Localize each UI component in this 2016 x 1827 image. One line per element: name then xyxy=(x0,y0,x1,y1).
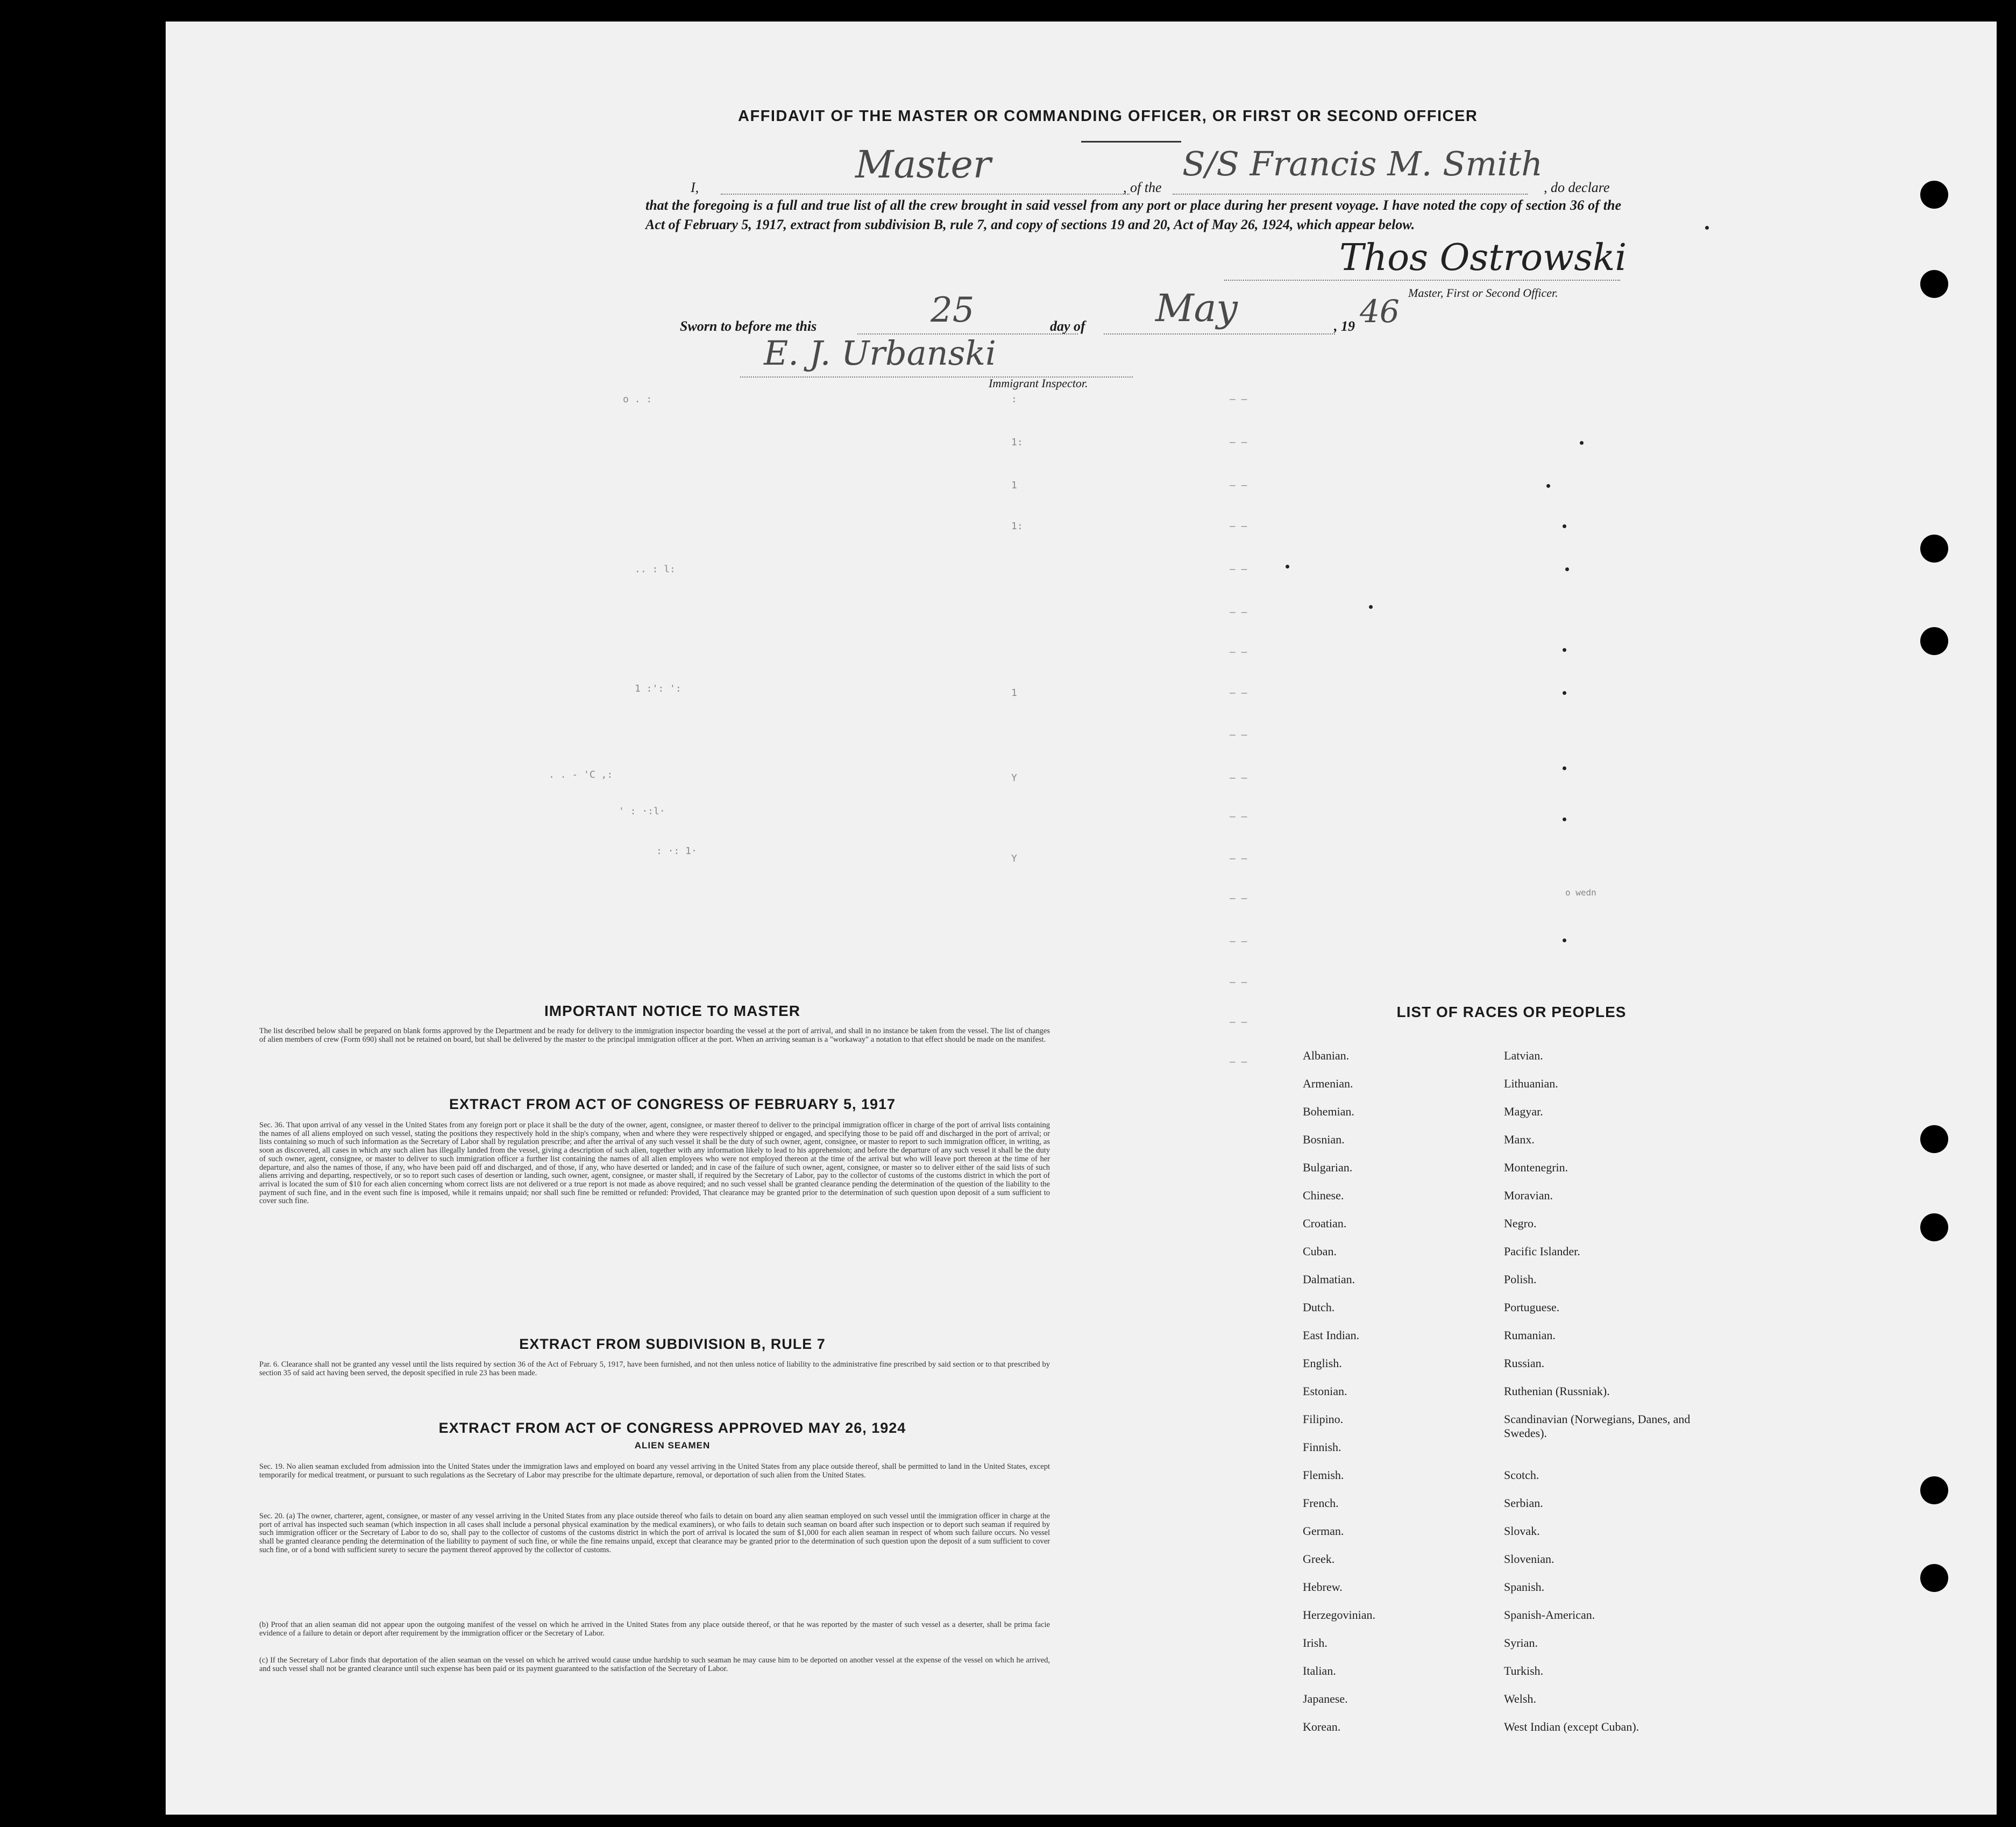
race-item: Slovenian. xyxy=(1504,1552,1554,1566)
race-item: Pacific Islander. xyxy=(1504,1245,1580,1258)
bleed-through-mark: – – xyxy=(1230,1056,1247,1068)
race-item: Korean. xyxy=(1303,1720,1341,1733)
bleed-through-mark: – – xyxy=(1230,687,1247,699)
sworn-label: Sworn to before me this xyxy=(680,318,817,334)
bleed-through-mark: – – xyxy=(1230,729,1247,741)
dust-speck xyxy=(1546,484,1550,488)
extract-1924-subtitle: ALIEN SEAMEN xyxy=(634,1440,711,1451)
race-item: Japanese. xyxy=(1303,1692,1348,1705)
race-item: English. xyxy=(1303,1356,1342,1370)
dust-speck xyxy=(1580,441,1584,445)
year-prefix: , 19 xyxy=(1334,318,1355,334)
bleed-through-mark: 1: xyxy=(1011,437,1023,448)
punch-hole xyxy=(1920,181,1948,209)
punch-hole xyxy=(1920,627,1948,655)
dust-speck xyxy=(1563,766,1566,770)
dust-speck xyxy=(1563,939,1566,942)
bleed-through-mark: – – xyxy=(1230,853,1247,864)
race-item: Spanish. xyxy=(1504,1580,1545,1594)
officer-handwritten: Master xyxy=(855,143,991,187)
dust-speck xyxy=(1563,648,1566,652)
bleed-through-mark: : ·: 1· xyxy=(656,845,697,857)
extract-1924-sec20b: (b) Proof that an alien seaman did not appear upon the outgoing manifest of the vessel on which he arrived in the United States from any place outside thereof, or that he was reported by the master of such vessel as a deserter, shall be prima facie evidence of a failure to detain or deport after requirement by the immigration officer or the Secretary of Labor. xyxy=(259,1620,1050,1638)
punch-hole xyxy=(1920,270,1948,298)
extract-1917-title: EXTRACT FROM ACT OF CONGRESS OF FEBRUARY 5, 1917 xyxy=(449,1096,896,1112)
notice-title: IMPORTANT NOTICE TO MASTER xyxy=(544,1003,801,1019)
bleed-through-mark: o wedn xyxy=(1565,887,1596,898)
bleed-through-mark: – – xyxy=(1230,646,1247,658)
race-item: Armenian. xyxy=(1303,1077,1353,1090)
bleed-through-mark: – – xyxy=(1230,437,1247,448)
bleed-through-mark: – – xyxy=(1230,480,1247,491)
race-item: Scandinavian (Norwegians, Danes, and Swedes). xyxy=(1504,1412,1691,1440)
race-item: East Indian. xyxy=(1303,1328,1360,1342)
officer-line xyxy=(721,194,1130,195)
race-item: Spanish-American. xyxy=(1504,1608,1595,1622)
race-item: Scotch. xyxy=(1504,1468,1539,1482)
month-handwritten: May xyxy=(1155,286,1238,330)
heading-rule xyxy=(1081,141,1181,143)
race-item: Bohemian. xyxy=(1303,1105,1354,1118)
race-item: Syrian. xyxy=(1504,1636,1538,1650)
of-the-label: , of the xyxy=(1123,180,1162,195)
race-item: West Indian (except Cuban). xyxy=(1504,1720,1639,1733)
race-item: Herzegovinian. xyxy=(1303,1608,1375,1622)
day-of-label: day of xyxy=(1050,318,1085,334)
bleed-through-mark: : xyxy=(1011,394,1017,405)
race-item: Finnish. xyxy=(1303,1440,1341,1454)
race-item: Hebrew. xyxy=(1303,1580,1343,1594)
bleed-through-mark: .. : l: xyxy=(635,564,676,575)
vessel-line xyxy=(1173,194,1528,195)
punch-hole xyxy=(1920,535,1948,563)
dust-speck xyxy=(1286,565,1289,568)
race-item: Latvian. xyxy=(1504,1049,1543,1062)
dust-speck xyxy=(1705,226,1709,230)
race-item: Lithuanian. xyxy=(1504,1077,1558,1090)
dust-speck xyxy=(1369,605,1373,609)
extract-rule7-text: Par. 6. Clearance shall not be granted any vessel until the lists required by section 36 of the Act of February 5, 1917, have been furnished, and not then unless notice of liability to the administrative fine prescribed by said section or to that prescribed by section 35 of said act having been served, the deposit specified in rule 23 has been made. xyxy=(259,1360,1050,1377)
bleed-through-mark: – – xyxy=(1230,607,1247,618)
extract-1917-text: Sec. 36. That upon arrival of any vessel in the United States from any foreign port or place it shall be the duty of the owner, agent, consignee, or master thereof to deliver to the principal immigration officer in charge of the port of arrival lists containing the names of all aliens employed on such vessel, stating the positions they respectively hold in the ship's company, when and where they were respectively shipped or engaged, and specifying those to be paid off and discharged in the port of arrival; or lists containing so much of such information as the Secretary of Labor shall by regulation prescribe; and after the arrival of any such vessel it shall be the duty of such owner, agent, consignee, or master to report to such immigration officer, in writing, as soon as discovered, all cases in which any such alien has illegally landed from the vessel, giving a description of such alien, together with any information likely to lead to his apprehension; and before the departure of any such vessel it shall be the duty of such owner, agent, consignee, or master to deliver to such immigration officer a further list containing the names of all alien employees who were not employed thereon at the time of the arrival but who will leave port thereon at the time of her departure, and also the names of those, if any, who have been paid off and discharged, and of those, if any, who have deserted or landed; and in case of the failure of such owner, agent, consignee, or master so to deliver either of the said lists of such aliens arriving and departing, respectively, or so to report such cases of desertion or landing, such owner, agent, consignee, or master shall, if required by the Secretary of Labor, pay to the collector of customs of the customs district in which the port of arrival is located the sum of $10 for each alien concerning whom correct lists are not delivered or a true report is not made as above required; and no such vessel shall be granted clearance pending the determination of the question of the liability to the payment of such fine, and in the event such fine is imposed, while it remains unpaid; nor shall such fine be remitted or refunded: Provided, That clearance may be granted prior to the determination of such question upon deposit of a sum sufficient to cover such fine. xyxy=(259,1121,1050,1206)
race-item: Slovak. xyxy=(1504,1524,1540,1538)
punch-hole xyxy=(1920,1564,1948,1592)
bleed-through-mark: . . - 'C ,: xyxy=(549,769,613,780)
race-item: Negro. xyxy=(1504,1217,1537,1230)
race-item: Moravian. xyxy=(1504,1189,1553,1202)
race-item: German. xyxy=(1303,1524,1344,1538)
bleed-through-mark: – – xyxy=(1230,564,1247,575)
punch-hole xyxy=(1920,1213,1948,1241)
race-item: Estonian. xyxy=(1303,1384,1347,1398)
race-item: Chinese. xyxy=(1303,1189,1344,1202)
bleed-through-mark: – – xyxy=(1230,936,1247,947)
races-left-column xyxy=(1303,1049,1375,1748)
declaration-i-label: I, xyxy=(691,180,699,195)
race-item: Dutch. xyxy=(1303,1300,1335,1314)
punch-hole xyxy=(1920,1125,1948,1153)
extract-rule7-title: EXTRACT FROM SUBDIVISION B, RULE 7 xyxy=(519,1336,826,1352)
bleed-through-mark: Y xyxy=(1011,772,1017,784)
bleed-through-mark: – – xyxy=(1230,893,1247,904)
declaration-body: that the foregoing is a full and true list of all the crew brought in said vessel from any port or place during her present voyage. I have noted the copy of section 36 of the Act of February 5, 1917, extract from subdivision B, rule 7, and copy of sections 19 and 20, Act of May 26, 1924, which appear below. xyxy=(645,197,1621,232)
signature-line xyxy=(1224,280,1620,281)
bleed-through-mark: 1 xyxy=(1011,480,1017,491)
race-item: Welsh. xyxy=(1504,1692,1536,1705)
year-handwritten: 46 xyxy=(1360,293,1400,330)
races-title: LIST OF RACES OR PEOPLES xyxy=(1396,1004,1627,1020)
bleed-through-mark: o . : xyxy=(623,394,652,405)
vessel-handwritten: S/S Francis M. Smith xyxy=(1182,144,1543,183)
race-item: Bulgarian. xyxy=(1303,1161,1353,1174)
dust-speck xyxy=(1563,817,1566,821)
race-item: Dalmatian. xyxy=(1303,1272,1355,1286)
race-item: Polish. xyxy=(1504,1272,1537,1286)
bleed-through-mark: 1: xyxy=(1011,521,1023,532)
race-item: Italian. xyxy=(1303,1664,1336,1677)
race-item: Filipino. xyxy=(1303,1412,1344,1426)
extract-1924-title: EXTRACT FROM ACT OF CONGRESS APPROVED MAY 26, 1924 xyxy=(438,1420,906,1436)
race-item: Turkish. xyxy=(1504,1664,1544,1677)
bleed-through-mark: – – xyxy=(1230,1016,1247,1028)
bleed-through-mark: – – xyxy=(1230,977,1247,988)
race-item: Irish. xyxy=(1303,1636,1328,1650)
race-item: Greek. xyxy=(1303,1552,1335,1566)
extract-1924-sec20a: Sec. 20. (a) The owner, charterer, agent, consignee, or master of any vessel arriving in the United States from any place outside thereof who fails to detain on board any alien seaman employed on such vessel until the immigration officer in charge at the port of arrival has inspected such seaman (which inspection in all cases shall include a personal physical examination by the medical examiners), or who fails to detain such seaman on board after such inspection or to deport such seaman if required by such immigration officer or the Secretary of Labor to do so, shall pay to the collector of customs of the customs district in which the port of arrival is located the sum of $1,000 for each alien seaman in respect of whom such failure occurs. No vessel shall be granted clearance pending the determination of the liability to payment of such fine, or while the fine remains unpaid, except that clearance may be granted prior to the determination of such question upon the deposit of a sum sufficient to cover such fine, or of a bond with sufficient surety to secure the payment thereof approved by the collector of customs. xyxy=(259,1512,1050,1554)
race-item: Bosnian. xyxy=(1303,1133,1345,1146)
race-item: Albanian. xyxy=(1303,1049,1350,1062)
bleed-through-mark: Y xyxy=(1011,853,1017,864)
signature-handwritten: Thos Ostrowski xyxy=(1339,237,1627,279)
bleed-through-mark: ' : ·:l· xyxy=(619,806,665,817)
race-item: Magyar. xyxy=(1504,1105,1543,1118)
bleed-through-mark: 1 xyxy=(1011,687,1017,699)
month-line xyxy=(1104,333,1335,335)
do-declare-label: , do declare xyxy=(1544,180,1610,195)
race-item: French. xyxy=(1303,1496,1339,1510)
race-item: Ruthenian (Russniak). xyxy=(1504,1384,1610,1398)
punch-hole xyxy=(1920,1476,1948,1504)
race-item: Croatian. xyxy=(1303,1217,1347,1230)
bleed-through-mark: – – xyxy=(1230,772,1247,784)
notice-text: The list described below shall be prepared on blank forms approved by the Department and be ready for delivery to the immigration inspector boarding the vessel at the port of arrival, and shall in no instance be taken from the vessel. The list of changes of alien members of crew (Form 690) shall not be retained on board, but shall be delivered by the master to the principal immigration officer at the port. When an arriving seaman is a "workaway" a notation to that effect should be made on the manifest. xyxy=(259,1027,1050,1044)
race-item: Flemish. xyxy=(1303,1468,1344,1482)
bleed-through-mark: – – xyxy=(1230,394,1247,405)
race-item: Rumanian. xyxy=(1504,1328,1556,1342)
race-item: Cuban. xyxy=(1303,1245,1337,1258)
day-handwritten: 25 xyxy=(931,290,975,330)
race-item: Manx. xyxy=(1504,1133,1535,1146)
extract-1924-sec19: Sec. 19. No alien seaman excluded from admission into the United States under the immigration laws and employed on board any vessel arriving in the United States from any place outside thereof, shall be permitted to land in the United States, except temporarily for medical treatment, or pursuant to such regulations as the Secretary of Labor may prescribe for the ultimate departure, removal, or deportation of such alien from the United States. xyxy=(259,1462,1050,1480)
inspector-handwritten: E. J. Urbanski xyxy=(764,333,996,373)
dust-speck xyxy=(1563,524,1566,528)
extract-1924-sec20c: (c) If the Secretary of Labor finds that deportation of the alien seaman on the vessel on which he arrived would cause undue hardship to such seaman he may cause him to be deported on another vessel at the expense of the vessel on which he arrived, and such vessel shall not be granted clearance until such expense has been paid or its payment guaranteed to the satisfaction of the Secretary of Labor. xyxy=(259,1656,1050,1673)
dust-speck xyxy=(1563,691,1566,695)
dust-speck xyxy=(1565,567,1569,571)
bleed-through-mark: – – xyxy=(1230,521,1247,532)
races-right-column xyxy=(1504,1049,1698,1748)
affidavit-heading: AFFIDAVIT OF THE MASTER OR COMMANDING OFFICER, OR FIRST OR SECOND OFFICER xyxy=(738,108,1478,125)
race-item: Serbian. xyxy=(1504,1496,1543,1510)
race-item: Russian. xyxy=(1504,1356,1545,1370)
bleed-through-mark: – – xyxy=(1230,811,1247,822)
inspector-caption: Immigrant Inspector. xyxy=(989,376,1088,390)
race-item: Montenegrin. xyxy=(1504,1161,1568,1174)
signature-caption: Master, First or Second Officer. xyxy=(1408,286,1558,300)
race-item: Portuguese. xyxy=(1504,1300,1560,1314)
bleed-through-mark: 1 :': ': xyxy=(635,683,682,694)
